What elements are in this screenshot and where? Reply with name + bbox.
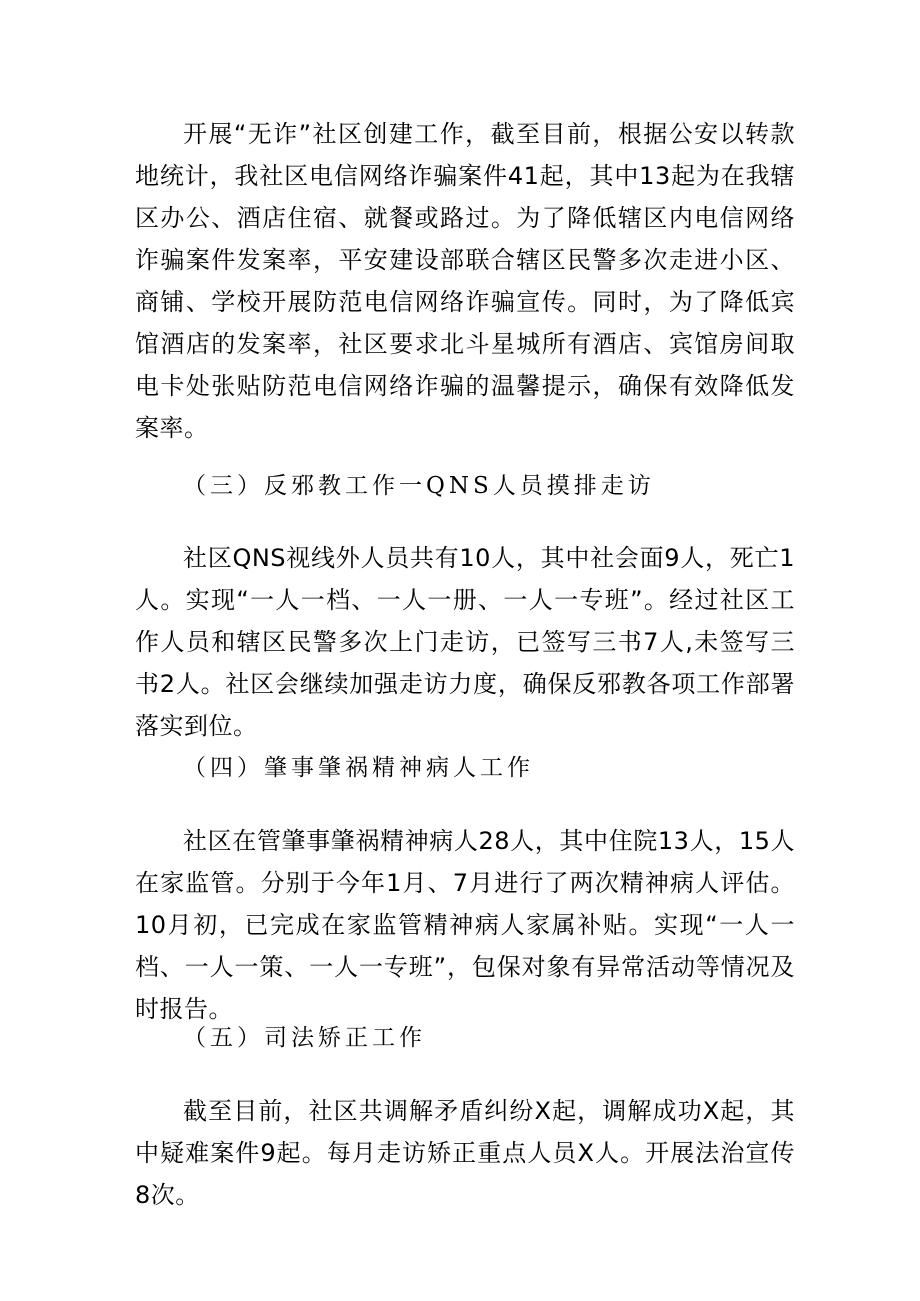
section-heading-mental-patients: （四）肇事肇祸精神病人工作	[183, 755, 534, 781]
paragraph-mental-patients: 社区在管肇事肇祸精神病人28人，其中住院13人，15人在家监管。分别于今年1月、7月进行了两次精神病人评估。10月初，已完成在家监管精神病人家属补贴。实现“一人一档、一人一策、一人一专班”，包保对象有异常活动等情况及时报告。	[135, 827, 795, 1023]
paragraph-judicial-correction: 截至目前，社区共调解矛盾纠纷X起，调解成功X起，其中疑难案件9起。每月走访矫正重点人员X人。开展法治宣传8次。	[135, 1097, 795, 1209]
paragraph-anti-cult: 社区QNS视线外人员共有10人，其中社会面9人，死亡1人。实现“一人一档、一人一册、一人一专班”。经过社区工作人员和辖区民警多次上门走访，已签写三书7人,未签写三书2人。社区会继续加强走访力度，确保反邪教各项工作部署落实到位。	[135, 544, 795, 740]
section-heading-anti-cult: （三）反邪教工作一QNS人员摸排走访	[183, 473, 655, 499]
paragraph-anti-fraud: 开展“无诈”社区创建工作，截至目前，根据公安以转款地统计，我社区电信网络诈骗案件41起，其中13起为在我辖区办公、酒店住宿、就餐或路过。为了降低辖区内电信网络诈骗案件发案率，平安建设部联合辖区民警多次走进小区、商铺、学校开展防范电信网络诈骗宣传。同时，为了降低宾馆酒店的发案率，社区要求北斗星城所有酒店、宾馆房间取电卡处张贴防范电信网络诈骗的温馨提示，确保有效降低发案率。	[135, 120, 795, 442]
section-heading-judicial-correction: （五）司法矫正工作	[183, 1025, 426, 1051]
